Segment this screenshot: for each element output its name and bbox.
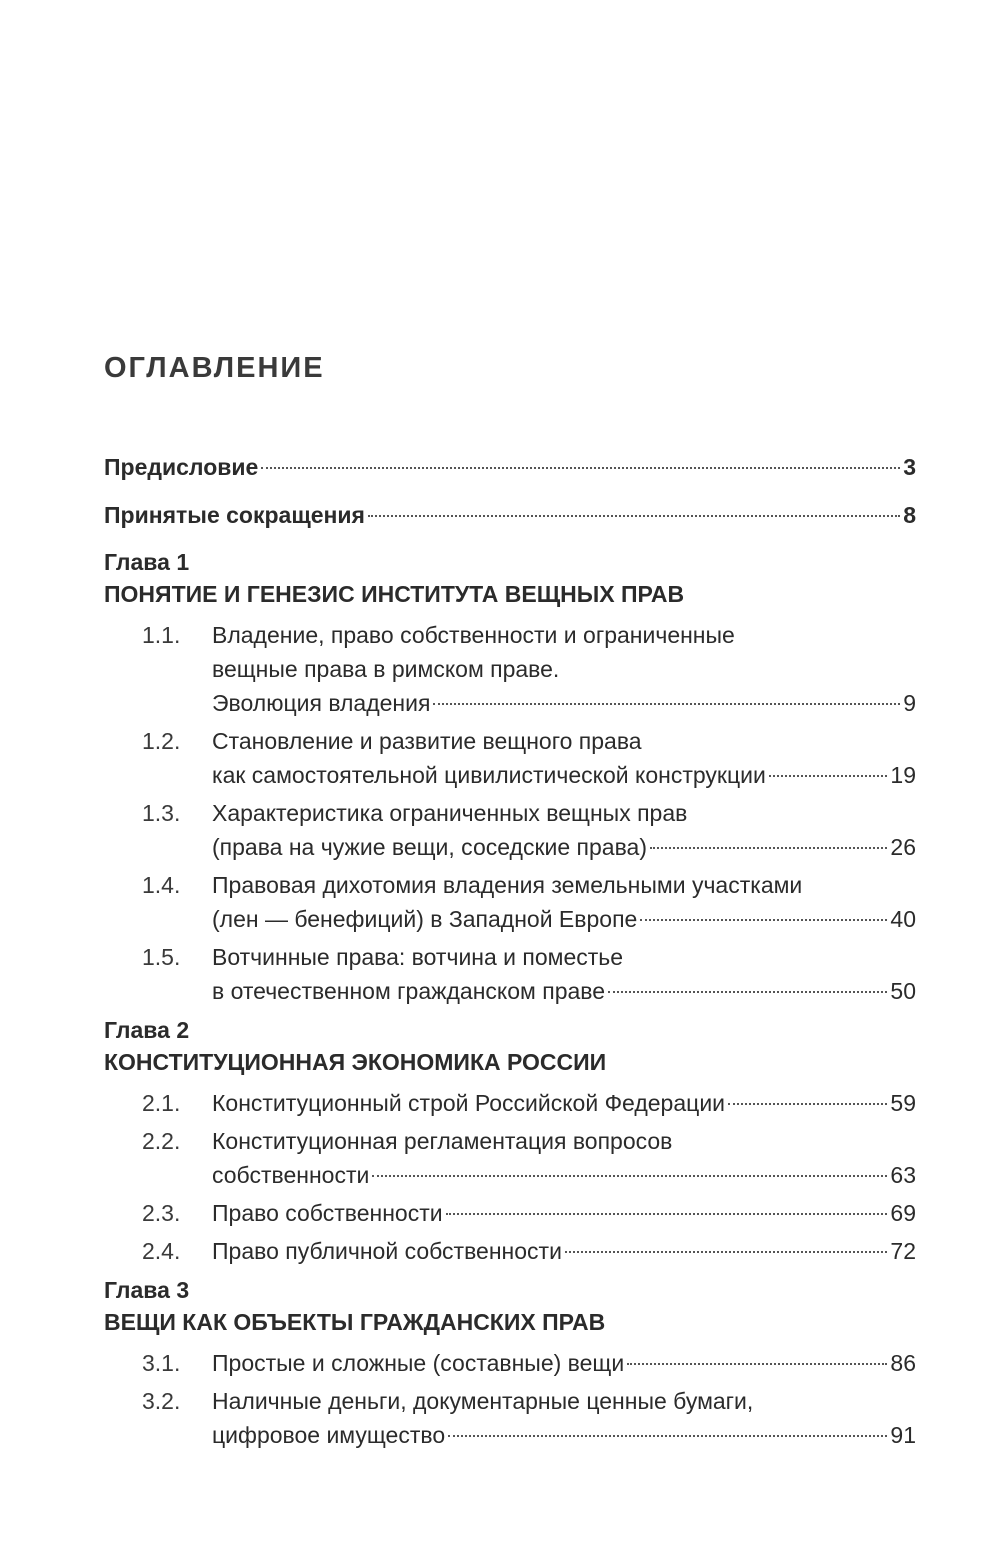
section-line: Владение, право собственности и ограниченные (212, 622, 735, 648)
page-number: 40 (890, 906, 916, 932)
section-title: в отечественном гражданском праве (212, 978, 606, 1004)
page-number: 50 (890, 978, 916, 1004)
section-number: 1.2. (142, 728, 181, 754)
toc-section[interactable] (142, 940, 916, 1008)
section-title: Конституционный строй Российской Федерации (212, 1090, 726, 1116)
dot-leader (433, 703, 900, 705)
section-last-line (212, 974, 916, 1008)
page-number: 63 (890, 1162, 916, 1188)
section-last-line (212, 1086, 916, 1120)
section-line: Становление и развитие вещного права (212, 728, 642, 754)
page-number: 59 (890, 1090, 916, 1116)
toc-section[interactable] (142, 868, 916, 936)
chapter-label: Глава 3 (104, 1277, 190, 1303)
page-number: 69 (890, 1200, 916, 1226)
page-number: 26 (890, 834, 916, 860)
dot-leader (627, 1363, 887, 1365)
section-title: цифровое имущество (212, 1422, 446, 1448)
section-number: 1.5. (142, 944, 181, 970)
toc-section[interactable] (142, 1384, 916, 1452)
section-body (212, 940, 916, 1008)
section-last-line (212, 1234, 916, 1268)
dot-leader (608, 991, 887, 993)
section-number: 3.2. (142, 1388, 181, 1414)
page-number: 86 (890, 1350, 916, 1376)
chapter-title[interactable]: ВЕЩИ КАК ОБЪЕКТЫ ГРАЖДАНСКИХ ПРАВ (104, 1309, 606, 1335)
toc-title: ОГЛАВЛЕНИЕ (104, 352, 325, 384)
section-title: (права на чужие вещи, соседские права) (212, 834, 647, 860)
section-last-line (212, 758, 916, 792)
section-title: как самостоятельной цивилистической конструкции (212, 762, 766, 788)
dot-leader (368, 515, 900, 517)
chapter-title[interactable]: КОНСТИТУЦИОННАЯ ЭКОНОМИКА РОССИИ (104, 1049, 607, 1075)
section-line: Характеристика ограниченных вещных прав (212, 800, 688, 826)
section-body (212, 1124, 916, 1192)
section-last-line (212, 1158, 916, 1192)
section-number: 3.1. (142, 1350, 181, 1376)
section-body (212, 724, 916, 792)
section-body (212, 1196, 916, 1230)
section-body (212, 868, 916, 936)
section-title: Эволюция владения (212, 690, 431, 716)
page-number: 72 (890, 1238, 916, 1264)
toc-section[interactable] (142, 1196, 916, 1230)
page-number: 8 (903, 502, 916, 528)
dot-leader (769, 775, 888, 777)
section-body (212, 1234, 916, 1268)
chapter-3 (104, 1274, 916, 1452)
section-title: (лен — бенефиций) в Западной Европе (212, 906, 638, 932)
section-line: Конституционная регламентация вопросов (212, 1128, 673, 1154)
page-number: 91 (890, 1422, 916, 1448)
toc-section[interactable] (142, 796, 916, 864)
section-number: 1.1. (142, 622, 181, 648)
section-title: собственности (212, 1162, 370, 1188)
section-line: вещные права в римском праве. (212, 656, 560, 682)
chapter-label: Глава 1 (104, 549, 190, 575)
section-last-line (212, 1346, 916, 1380)
toc-entry-abbreviations[interactable] (104, 498, 916, 532)
section-last-line (212, 902, 916, 936)
section-last-line (212, 1196, 916, 1230)
section-number: 2.1. (142, 1090, 181, 1116)
dot-leader (640, 919, 887, 921)
dot-leader (261, 467, 900, 469)
table-of-contents (104, 450, 916, 1456)
section-last-line (212, 686, 916, 720)
section-last-line (212, 830, 916, 864)
dot-leader (448, 1435, 887, 1437)
dot-leader (650, 847, 887, 849)
dot-leader (446, 1213, 888, 1215)
toc-section[interactable] (142, 618, 916, 720)
dot-leader (372, 1175, 887, 1177)
section-line: Наличные деньги, документарные ценные бумаги, (212, 1388, 754, 1414)
dot-leader (565, 1251, 887, 1253)
section-body (212, 1086, 916, 1120)
chapter-title[interactable]: ПОНЯТИЕ И ГЕНЕЗИС ИНСТИТУТА ВЕЩНЫХ ПРАВ (104, 581, 685, 607)
section-title: Право публичной собственности (212, 1238, 562, 1264)
section-line: Правовая дихотомия владения земельными участками (212, 872, 803, 898)
page-number: 3 (903, 454, 916, 480)
chapter-label: Глава 2 (104, 1017, 190, 1043)
toc-entry-preface[interactable] (104, 450, 916, 484)
section-number: 1.3. (142, 800, 181, 826)
section-number: 2.3. (142, 1200, 181, 1226)
section-body (212, 618, 916, 720)
section-number: 2.4. (142, 1238, 181, 1264)
entry-title: Предисловие (104, 454, 259, 480)
toc-section[interactable] (142, 1234, 916, 1268)
section-number: 1.4. (142, 872, 181, 898)
page-number: 19 (890, 762, 916, 788)
chapter-1 (104, 546, 916, 1008)
dot-leader (728, 1103, 887, 1105)
section-number: 2.2. (142, 1128, 181, 1154)
section-line: Вотчинные права: вотчина и поместье (212, 944, 624, 970)
toc-section[interactable] (142, 1124, 916, 1192)
section-last-line (212, 1418, 916, 1452)
section-body (212, 1346, 916, 1380)
section-body (212, 1384, 916, 1452)
section-title: Право собственности (212, 1200, 443, 1226)
page-number: 9 (903, 690, 916, 716)
toc-section[interactable] (142, 724, 916, 792)
section-title: Простые и сложные (составные) вещи (212, 1350, 625, 1376)
entry-title: Принятые сокращения (104, 502, 365, 528)
chapter-2 (104, 1014, 916, 1268)
toc-section[interactable] (142, 1086, 916, 1120)
section-body (212, 796, 916, 864)
toc-section[interactable] (142, 1346, 916, 1380)
